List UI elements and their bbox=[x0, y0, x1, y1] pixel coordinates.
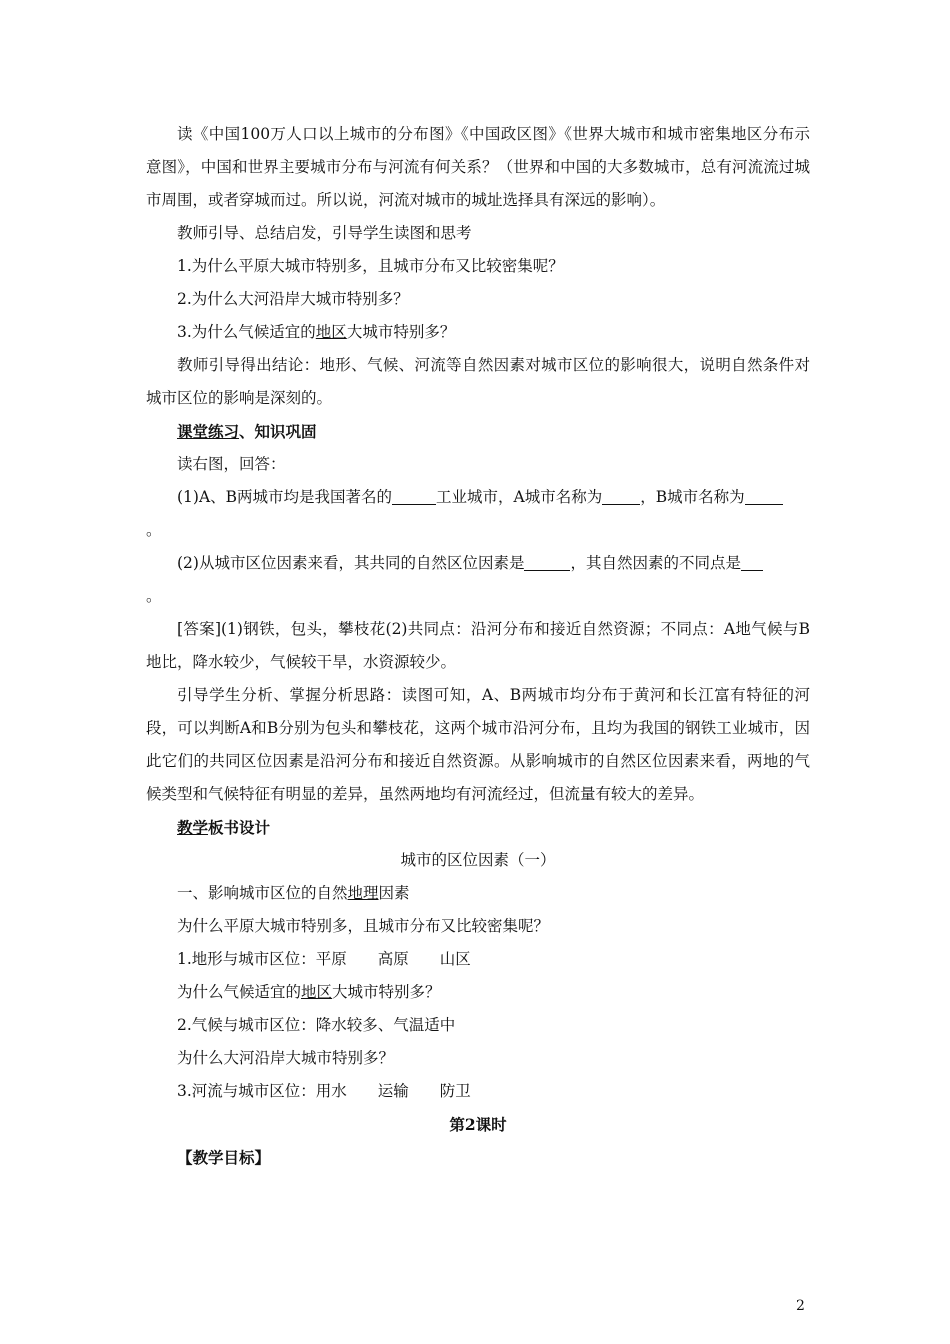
board-design-heading: 教学板书设计 bbox=[177, 818, 271, 837]
board-line-6: 为什么大河沿岸大城市特别多？ bbox=[177, 1049, 395, 1067]
board-title: 城市的区位因素（一） bbox=[400, 851, 556, 869]
board-line-5: 2.气候与城市区位：降水较多、气温适中 bbox=[177, 1016, 456, 1034]
board-line-3: 1.地形与城市区位：平原 高原 山区 bbox=[177, 950, 471, 968]
board-line-2: 为什么平原大城市特别多，且城市分布又比较密集呢？ bbox=[177, 917, 550, 935]
answer-blank bbox=[602, 489, 640, 506]
objectives-heading: 【教学目标】 bbox=[177, 1148, 271, 1167]
board-line-1: 一、影响城市区位的自然地理因素 bbox=[177, 884, 410, 902]
page-number: 2 bbox=[796, 1298, 805, 1314]
board-line-4: 为什么气候适宜的地区大城市特别多？ bbox=[177, 983, 441, 1001]
answer-blank bbox=[745, 489, 783, 506]
question-1: 1.为什么平原大城市特别多，且城市分布又比较密集呢？ bbox=[177, 257, 564, 275]
practice-heading: 课堂练习、知识巩固 bbox=[177, 422, 317, 441]
underlined-link-text: 地区 bbox=[315, 323, 347, 341]
answer-blank bbox=[524, 555, 570, 572]
practice-intro: 读右图，回答： bbox=[177, 455, 286, 473]
question-2: 2.为什么大河沿岸大城市特别多？ bbox=[177, 290, 409, 308]
board-line-7: 3.河流与城市区位：用水 运输 防卫 bbox=[177, 1082, 471, 1100]
practice-question-1: (1)A、B两城市均是我国著名的 工业城市，A城市名称为 ，B城市名称为 。 bbox=[146, 481, 810, 547]
intro-paragraph: 读《中国100万人口以上城市的分布图》《中国政区图》《世界大城市和城市密集地区分布示意图》，中国和世界主要城市分布与河流有何关系？（世界和中国的大多数城市，总有河流流过城市周围，或者穿城而过。所以说，河流对城市的城址选择具有深远的影响）。 bbox=[146, 125, 810, 209]
page-content bbox=[146, 118, 810, 1174]
conclusion-paragraph: 教师引导得出结论：地形、气候、河流等自然因素对城市区位的影响很大，说明自然条件对城市区位的影响是深刻的。 bbox=[146, 356, 810, 407]
teacher-guide-paragraph: 教师引导、总结启发，引导学生读图和思考 bbox=[177, 224, 472, 242]
answer-blank bbox=[741, 555, 763, 572]
analysis-paragraph: 引导学生分析、掌握分析思路：读图可知，A、B两城市均分布于黄河和长江富有特征的河段，可以判断A和B分别为包头和攀枝花，这两个城市沿河分布，且均为我国的钢铁工业城市，因此它们的共同区位因素是沿河分布和接近自然资源。从影响城市的自然区位因素来看，两地的气候类型和气候特征有明显的差异，虽然两地均有河流经过，但流量有较大的差异。 bbox=[146, 686, 810, 803]
answer-paragraph: [答案](1)钢铁，包头，攀枝花(2)共同点：沿河分布和接近自然资源；不同点：A地气候与B地比，降水较少，气候较干旱，水资源较少。 bbox=[146, 620, 810, 671]
practice-question-2: (2)从城市区位因素来看，其共同的自然区位因素是 ，其自然因素的不同点是 。 bbox=[146, 547, 810, 613]
question-3: 3.为什么气候适宜的地区大城市特别多？ bbox=[177, 323, 456, 341]
lesson-2-title: 第2课时 bbox=[449, 1115, 507, 1134]
answer-blank bbox=[392, 489, 436, 506]
